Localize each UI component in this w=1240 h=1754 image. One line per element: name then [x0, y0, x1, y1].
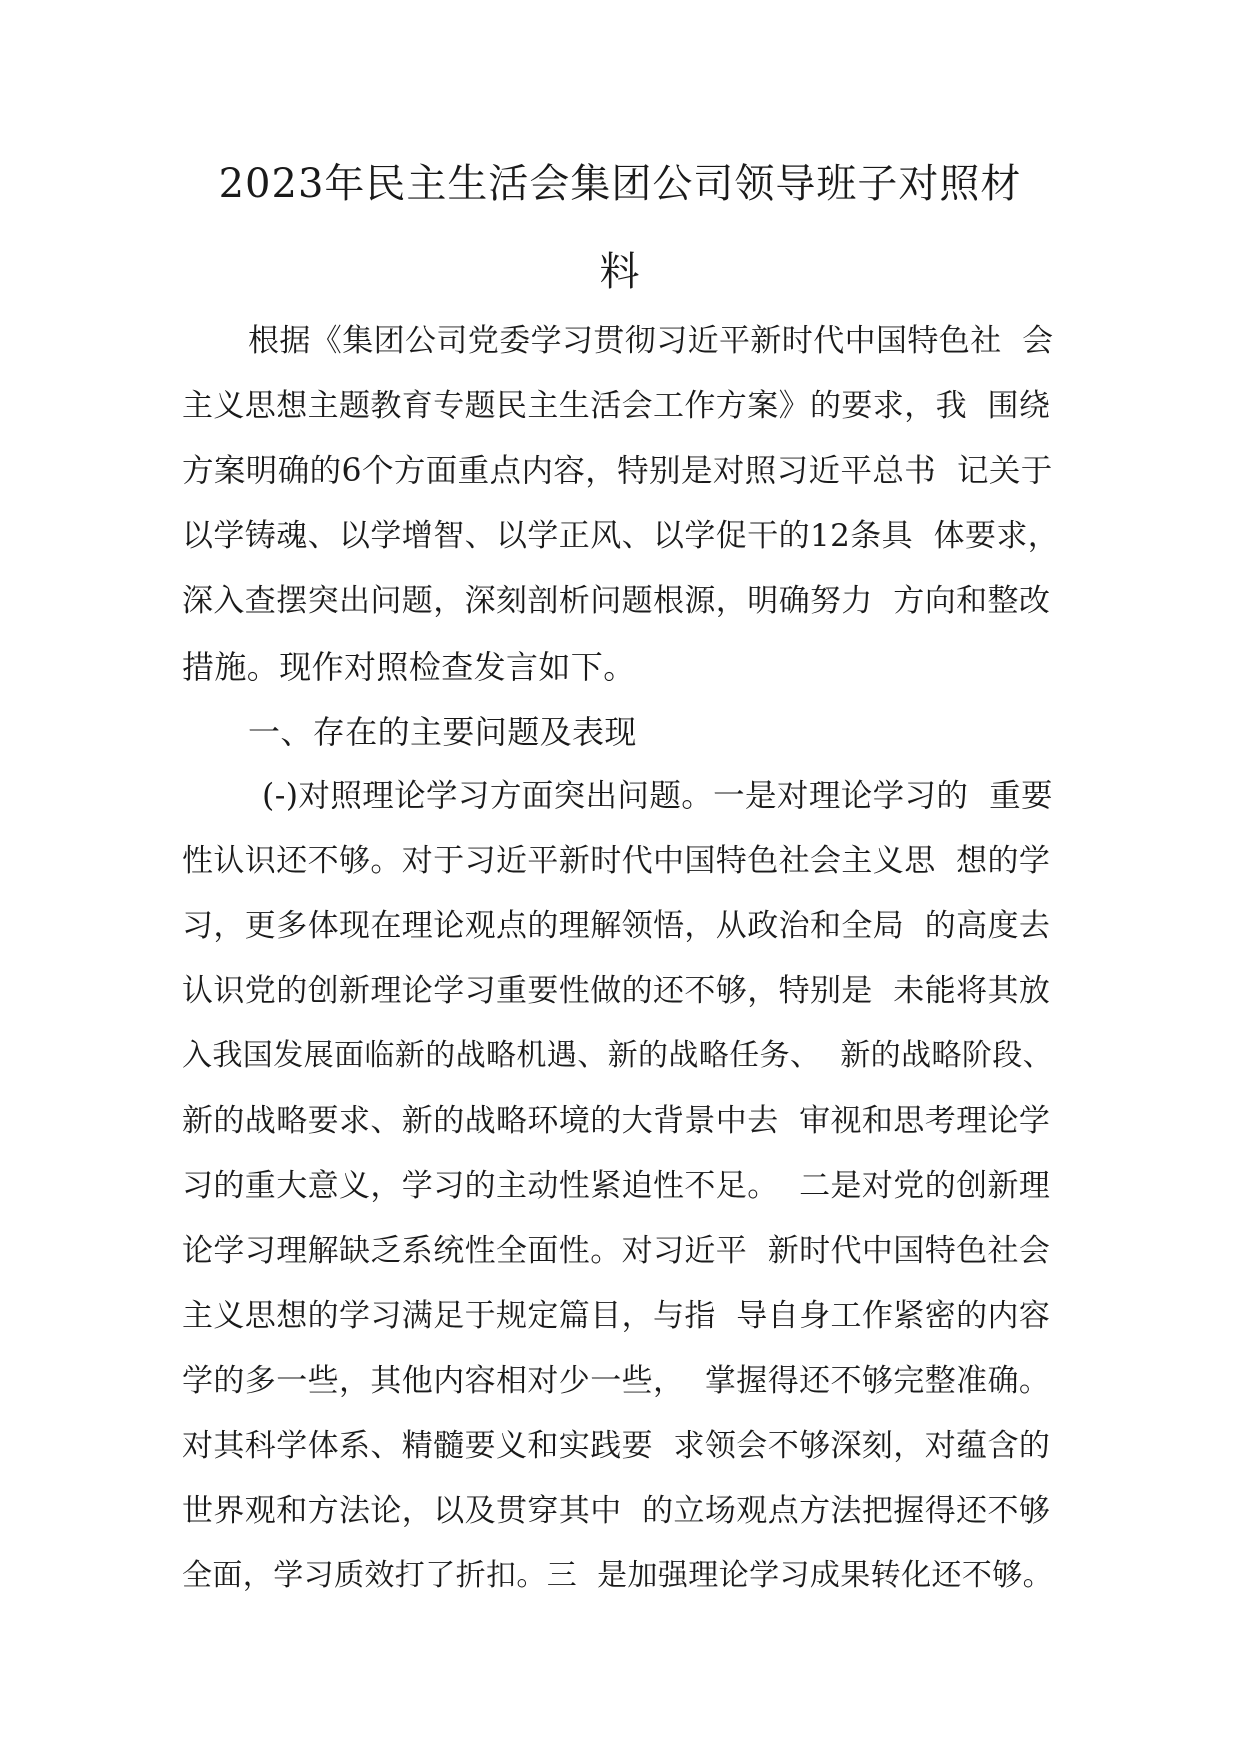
body-line-14: 习的重大意义，学习的主动性紧迫性不足。 二是对党的创新理: [182, 1168, 1051, 1204]
body-line-4: 以学铸魂、以学增智、以学正风、以学促干的12条具 体要求，: [182, 518, 1060, 554]
body-line-6: 措施。现作对照检查发言如下。: [182, 648, 636, 686]
body-line-13: 新的战略要求、新的战略环境的大背景中去 审视和思考理论学: [182, 1103, 1051, 1139]
body-line-3: 方案明确的6个方面重点内容，特别是对照习近平总书 记关于: [182, 453, 1053, 489]
body-line-8: (-)对照理论学习方面突出问题。一是对理论学习的 重要: [262, 778, 1053, 814]
body-line-10: 习，更多体现在理论观点的理解领悟，从政治和全局 的高度去: [182, 908, 1051, 944]
body-line-11: 认识党的创新理论学习重要性做的还不够，特别是 未能将其放: [182, 973, 1051, 1009]
body-line-5: 深入查摆突出问题，深刻剖析问题根源，明确努力 方向和整改: [182, 583, 1051, 619]
body-line-16: 主义思想的学习满足于规定篇目，与指 导自身工作紧密的内容: [182, 1298, 1051, 1334]
body-line-18: 对其科学体系、精髓要义和实践要 求领会不够深刻，对蕴含的: [182, 1428, 1051, 1464]
document-title-line-1: 2023年民主生活会集团公司领导班子对照材: [218, 161, 1022, 207]
body-line-15: 论学习理解缺乏系统性全面性。对习近平 新时代中国特色社会: [182, 1233, 1051, 1269]
section-heading: 一、存在的主要问题及表现: [248, 713, 637, 751]
body-line-12: 入我国发展面临新的战略机遇、新的战略任务、 新的战略阶段、: [182, 1038, 1054, 1073]
body-line-17: 学的多一些，其他内容相对少一些， 掌握得还不够完整准确。: [182, 1363, 1051, 1399]
document-title-line-2: 料: [599, 249, 641, 295]
body-line-20: 全面，学习质效打了折扣。三 是加强理论学习成果转化还不够。: [182, 1558, 1054, 1593]
body-line-19: 世界观和方法论，以及贯穿其中 的立场观点方法把握得还不够: [182, 1493, 1051, 1529]
body-line-1: 根据《集团公司党委学习贯彻习近平新时代中国特色社 会: [248, 323, 1054, 359]
body-line-2: 主义思想主题教育专题民主生活会工作方案》的要求，我 围绕: [182, 388, 1051, 424]
body-line-9: 性认识还不够。对于习近平新时代中国特色社会主义思 想的学: [182, 843, 1051, 879]
